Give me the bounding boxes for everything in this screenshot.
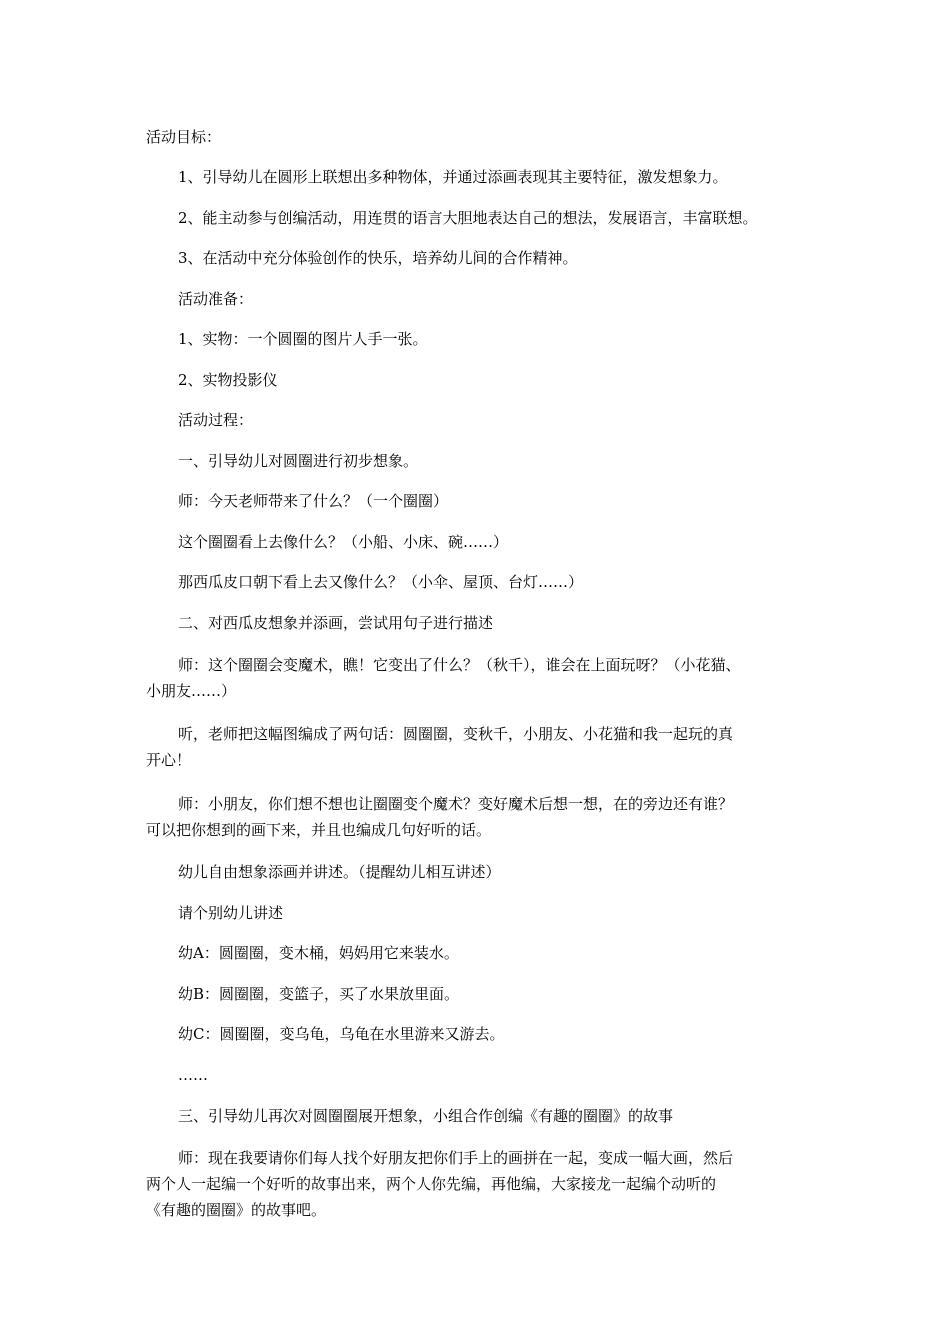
prep-1: 1、实物：一个圆圈的图片人手一张。 — [178, 330, 428, 348]
paragraph: 这个圈圈看上去像什么？（小船、小床、碗……） — [178, 533, 509, 551]
child-c-line: 幼C：圆圈圈，变乌龟，乌龟在水里游来又游去。 — [178, 1025, 505, 1043]
paragraph-continuation: 两个人一起编一个好听的故事出来，两个人你先编，再他编，大家接龙一起编个动听的 — [146, 1175, 717, 1193]
child-b-line: 幼B：圆圈圈，变篮子，买了水果放里面。 — [178, 985, 460, 1003]
paragraph: 师：现在我要请你们每人找个好朋友把你们手上的画拼在一起，变成一幅大画，然后 — [178, 1149, 734, 1167]
section-3-title: 三、引导幼儿再次对圆圈圈展开想象，小组合作创编《有趣的圈圈》的故事 — [178, 1107, 674, 1125]
heading-goals: 活动目标： — [146, 128, 222, 146]
prep-2: 2、实物投影仪 — [178, 371, 278, 389]
paragraph: 师：今天老师带来了什么？（一个圈圈） — [178, 492, 449, 510]
paragraph: 那西瓜皮口朝下看上去又像什么？（小伞、屋顶、台灯……） — [178, 573, 584, 591]
paragraph: 听，老师把这幅图编成了两句话：圆圈圈，变秋千，小朋友、小花猫和我一起玩的真 — [178, 725, 734, 743]
paragraph-continuation: 小朋友……） — [146, 682, 237, 700]
paragraph: 师：小朋友，你们想不想也让圈圈变个魔术？变好魔术后想一想，在的旁边还有谁？ — [178, 795, 734, 813]
paragraph: 请个别幼儿讲述 — [178, 904, 284, 922]
section-1-title: 一、引导幼儿对圆圈进行初步想象。 — [178, 452, 419, 470]
ellipsis: …… — [178, 1066, 208, 1084]
paragraph-continuation: 可以把你想到的画下来，并且也编成几句好听的话。 — [146, 821, 492, 839]
paragraph-continuation: 《有趣的圈圈》的故事吧。 — [146, 1201, 327, 1219]
heading-preparation: 活动准备： — [178, 290, 254, 308]
heading-process: 活动过程： — [178, 411, 254, 429]
goal-2: 2、能主动参与创编活动，用连贯的语言大胆地表达自己的想法，发展语言，丰富联想。 — [178, 209, 758, 227]
child-a-line: 幼A：圆圈圈，变木桶，妈妈用它来装水。 — [178, 944, 459, 962]
paragraph: 师：这个圈圈会变魔术，瞧！它变出了什么？（秋千），谁会在上面玩呀？（小花猫、 — [178, 656, 741, 674]
paragraph: 幼儿自由想象添画并讲述。（提醒幼儿相互讲述） — [178, 863, 501, 881]
paragraph-continuation: 开心！ — [146, 751, 192, 769]
section-2-title: 二、对西瓜皮想象并添画，尝试用句子进行描述 — [178, 614, 494, 632]
goal-1: 1、引导幼儿在圆形上联想出多种物体，并通过添画表现其主要特征，激发想象力。 — [178, 168, 728, 186]
goal-3: 3、在活动中充分体验创作的快乐，培养幼儿间的合作精神。 — [178, 249, 578, 267]
